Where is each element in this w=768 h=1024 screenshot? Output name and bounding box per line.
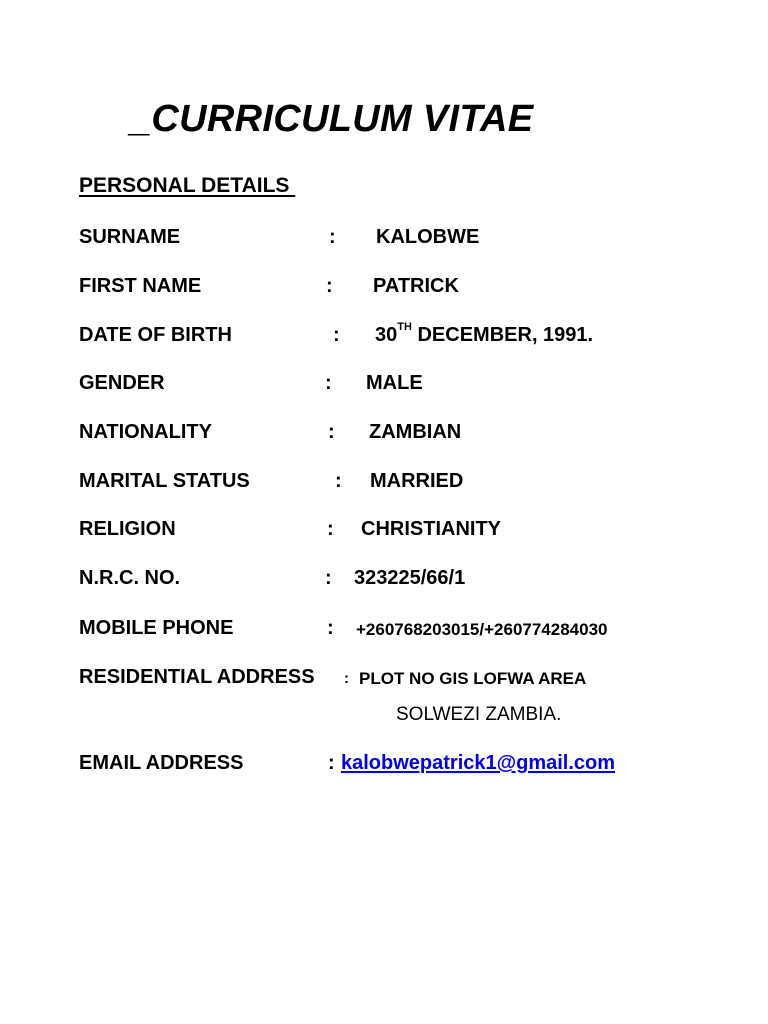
field-row-first-name bbox=[0, 275, 768, 305]
field-value-residential-address-line2: SOLWEZI ZAMBIA. bbox=[396, 704, 562, 725]
field-row-marital-status bbox=[0, 470, 768, 500]
field-label-nrc-no: N.R.C. NO. bbox=[79, 567, 181, 589]
field-value-mobile-phone: +260768203015/+260774284030 bbox=[356, 620, 608, 639]
field-separator: : bbox=[333, 324, 340, 346]
field-label-marital-status: MARITAL STATUS bbox=[79, 470, 250, 492]
field-label-date-of-birth: DATE OF BIRTH bbox=[79, 324, 232, 346]
field-label-nationality: NATIONALITY bbox=[79, 421, 212, 443]
field-row-surname bbox=[0, 226, 768, 256]
section-heading-personal-details: PERSONAL DETAILS bbox=[79, 174, 296, 197]
field-separator: : bbox=[326, 275, 333, 297]
field-row-nationality bbox=[0, 421, 768, 451]
field-value-date-of-birth bbox=[375, 321, 594, 347]
field-separator: : bbox=[335, 470, 342, 492]
field-label-first-name: FIRST NAME bbox=[79, 275, 202, 297]
field-separator: : bbox=[328, 421, 335, 443]
field-row-residential-address bbox=[0, 666, 768, 696]
field-separator: : bbox=[329, 226, 336, 248]
field-label-residential-address: RESIDENTIAL ADDRESS bbox=[79, 666, 315, 688]
field-separator: : bbox=[344, 670, 349, 687]
field-separator: : bbox=[325, 372, 332, 394]
dob-day-suffix: TH bbox=[397, 321, 412, 333]
field-row-religion bbox=[0, 518, 768, 548]
email-link[interactable]: kalobwepatrick1@gmail.com bbox=[341, 752, 616, 774]
field-value-residential-address-line1: PLOT NO GIS LOFWA AREA bbox=[359, 669, 587, 688]
field-separator: : bbox=[327, 518, 334, 540]
field-label-surname: SURNAME bbox=[79, 226, 181, 248]
field-label-gender: GENDER bbox=[79, 372, 165, 394]
field-value-gender: MALE bbox=[366, 372, 423, 394]
field-value-nationality: ZAMBIAN bbox=[369, 421, 462, 443]
field-row-nrc-no bbox=[0, 567, 768, 597]
field-separator: : bbox=[327, 617, 334, 639]
field-label-religion: RELIGION bbox=[79, 518, 176, 540]
document-title: _CURRICULUM VITAE bbox=[130, 98, 534, 140]
dob-day: 30 bbox=[375, 324, 398, 346]
field-label-email-address: EMAIL ADDRESS bbox=[79, 752, 244, 774]
field-value-surname: KALOBWE bbox=[376, 226, 480, 248]
field-label-mobile-phone: MOBILE PHONE bbox=[79, 617, 234, 639]
dob-month-year: DECEMBER, 1991. bbox=[417, 324, 594, 346]
field-row-mobile-phone bbox=[0, 617, 768, 647]
field-separator: : bbox=[325, 567, 332, 589]
field-row-date-of-birth bbox=[0, 321, 768, 354]
field-value-religion: CHRISTIANITY bbox=[361, 518, 501, 540]
field-row-gender bbox=[0, 372, 768, 402]
field-value-first-name: PATRICK bbox=[373, 275, 459, 297]
field-value-marital-status: MARRIED bbox=[370, 470, 464, 492]
field-value-nrc-no: 323225/66/1 bbox=[354, 567, 466, 589]
field-separator: : bbox=[328, 752, 335, 774]
